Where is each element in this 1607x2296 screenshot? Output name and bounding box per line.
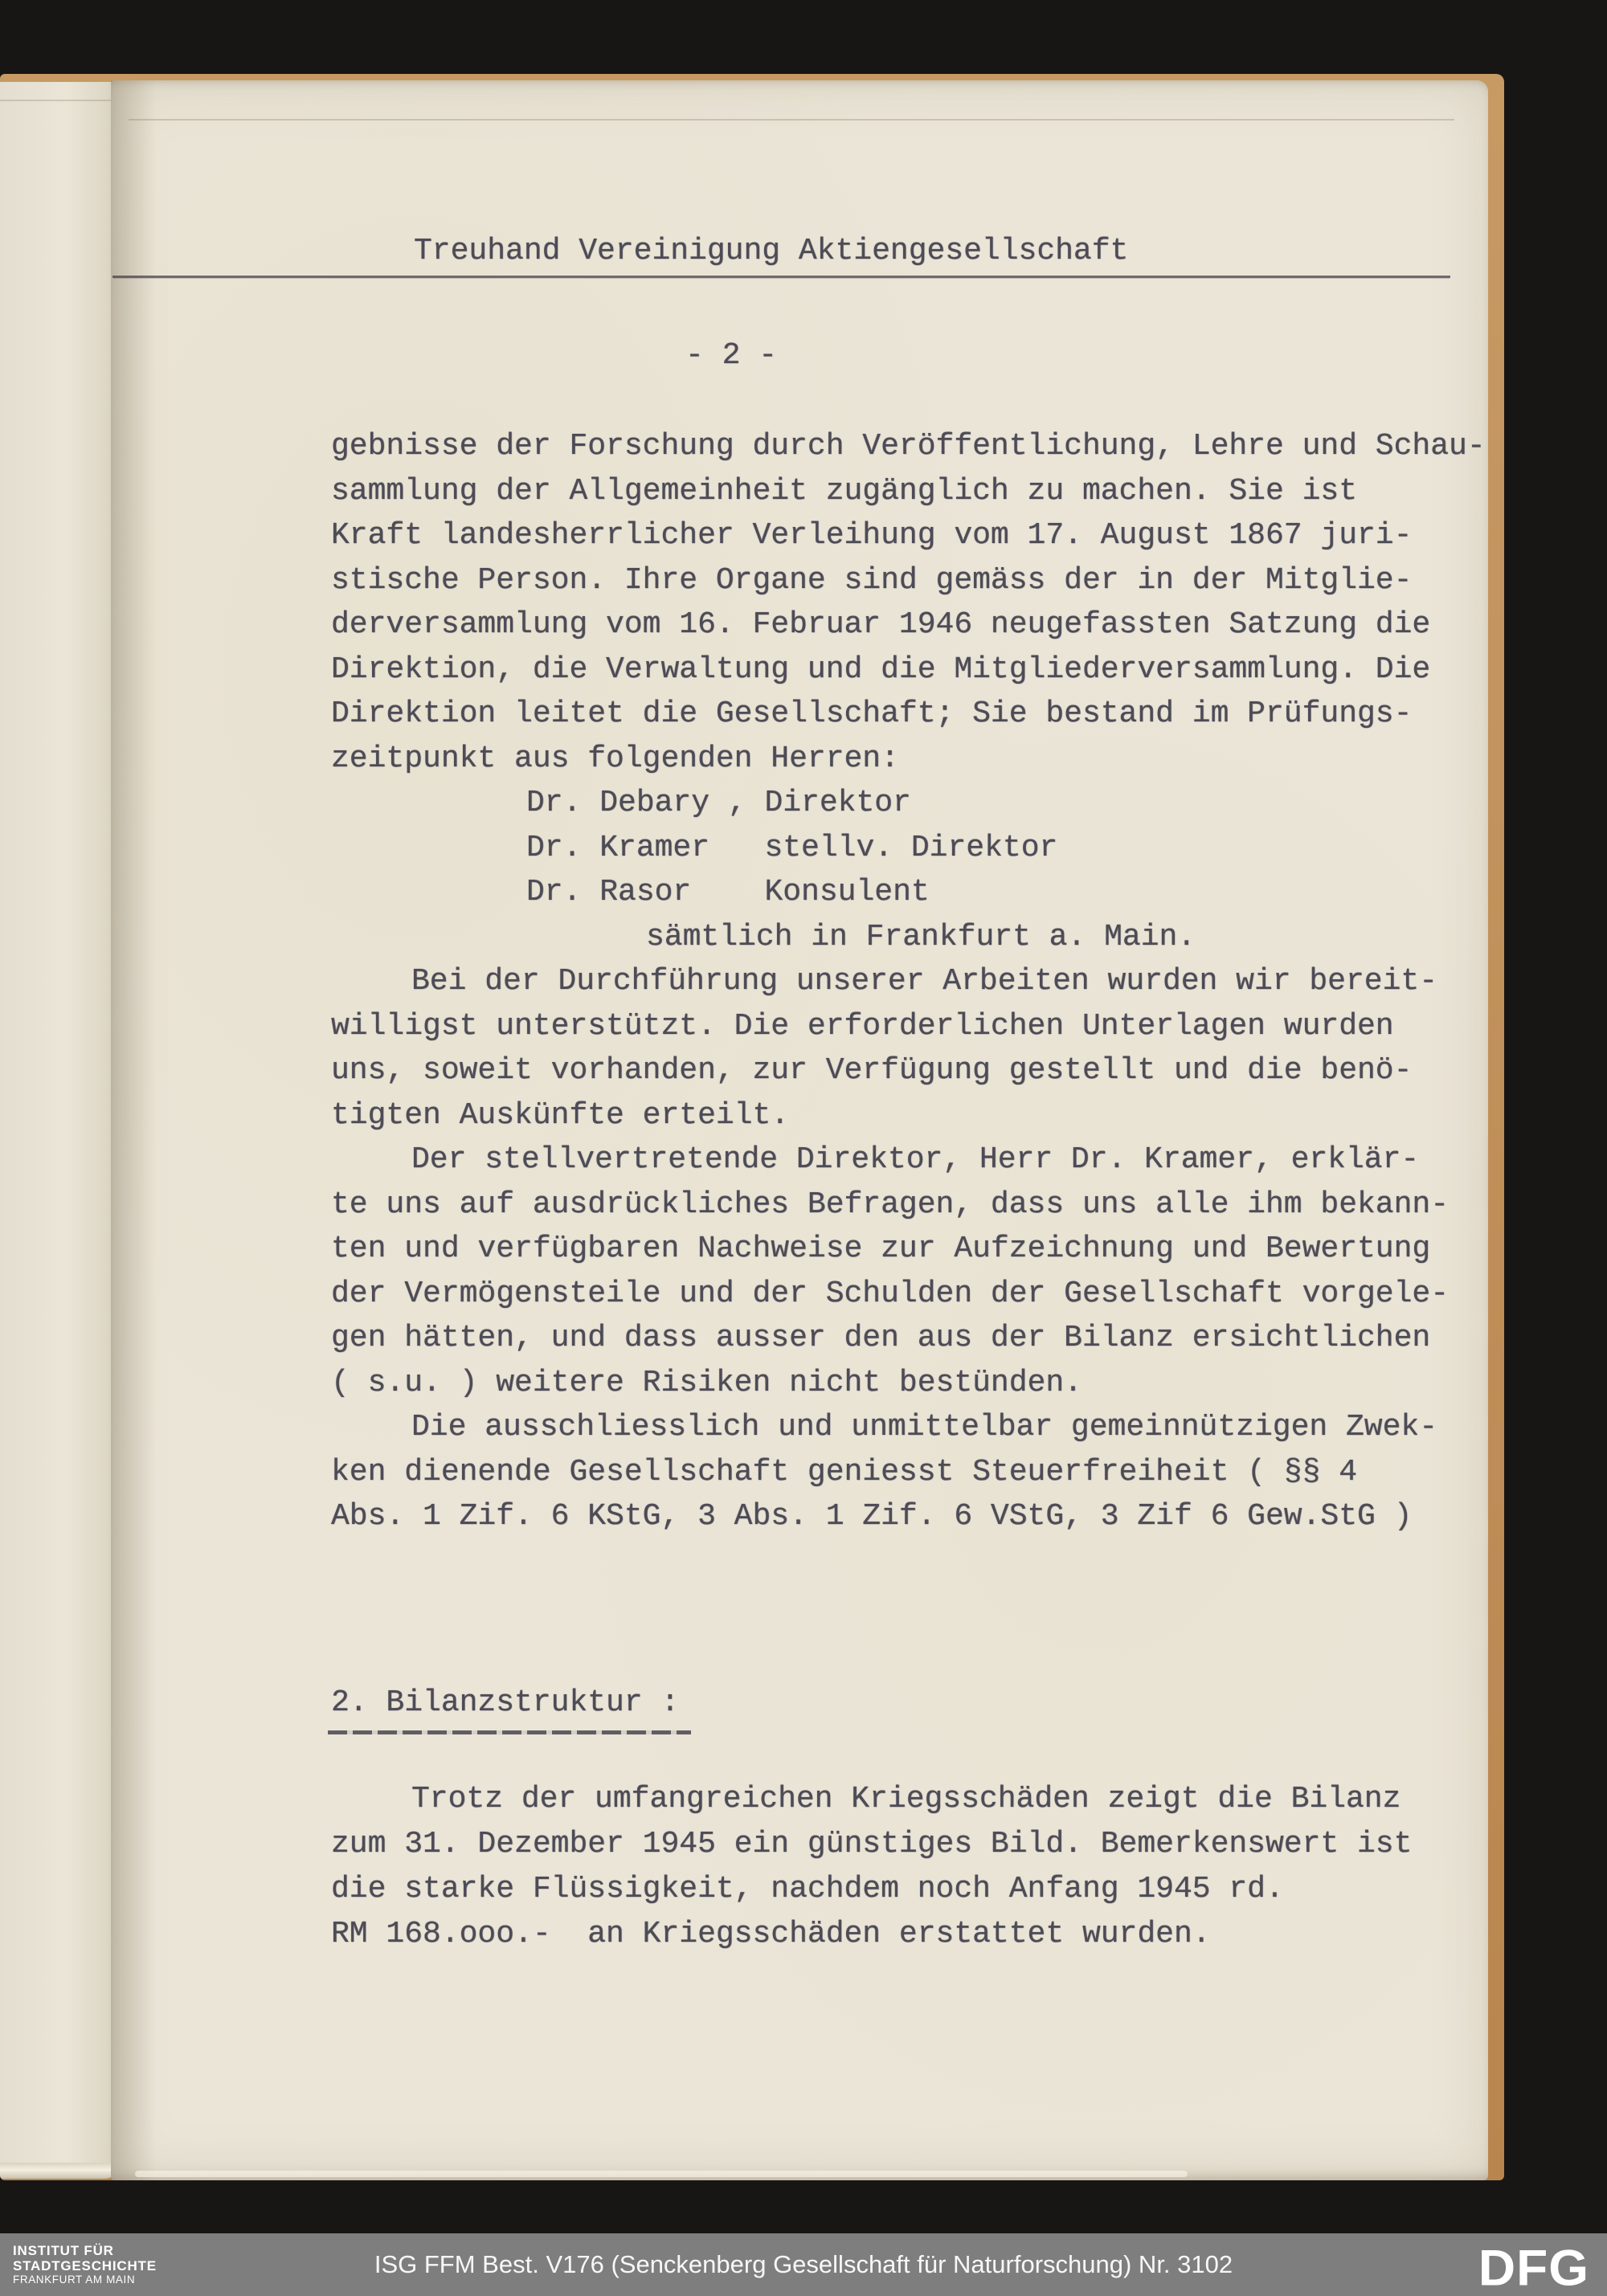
typed-line: ( s.u. ) weitere Risiken nicht bestünden.	[331, 1365, 1082, 1400]
institute-line-2: STADTGESCHICHTE	[13, 2258, 157, 2274]
footer-bar	[0, 2233, 1607, 2296]
page-number: - 2 -	[685, 338, 778, 373]
page-bottom-edge	[135, 2171, 1188, 2177]
letterhead-rule	[112, 276, 1450, 278]
typed-line: gen hätten, und dass ausser den aus der Bilanz ersichtlichen	[331, 1321, 1431, 1355]
typed-line: tigten Auskünfte erteilt.	[331, 1097, 790, 1133]
institute-line-1: INSTITUT FÜR	[13, 2243, 114, 2258]
typed-line: Direktion, die Verwaltung und die Mitgliederversammlung. Die	[331, 652, 1431, 687]
typed-line: derversammlung vom 16. Februar 1946 neugefassten Satzung die	[331, 607, 1431, 642]
typed-line: RM 168.ooo.- an Kriegsschäden erstattet wurden.	[331, 1917, 1211, 1951]
typed-line: Abs. 1 Zif. 6 KStG, 3 Abs. 1 Zif. 6 VStG, 3 Zif 6 Gew.StG )	[331, 1499, 1413, 1534]
section-heading: 2. Bilanzstruktur :	[331, 1685, 680, 1720]
typed-line: zum 31. Dezember 1945 ein günstiges Bild. Bemerkenswert ist	[331, 1827, 1413, 1861]
underlying-page-edge	[129, 119, 1454, 121]
page-edge-line	[0, 100, 116, 101]
typed-line: sammlung der Allgemeinheit zugänglich zu machen. Sie ist	[331, 473, 1358, 509]
gutter-shadow	[111, 80, 156, 2180]
typed-line: Direktion leitet die Gesellschaft; Sie bestand im Prüfungs-	[331, 697, 1413, 731]
typed-line: ken dienende Gesellschaft geniesst Steuerfreiheit ( §§ 4	[331, 1454, 1358, 1489]
section-paragraph	[331, 1777, 1412, 1957]
typed-line: die starke Flüssigkeit, nachdem noch Anfang 1945 rd.	[331, 1872, 1284, 1906]
dfg-logo: DFG	[1478, 2239, 1589, 2296]
typed-line: zeitpunkt aus folgenden Herren:	[331, 741, 899, 776]
typed-line: ten und verfügbaren Nachweise zur Aufzeichnung und Bewertung	[331, 1232, 1431, 1266]
typed-line: Die ausschliesslich und unmittelbar gemeinnützigen Zwek-	[411, 1410, 1438, 1444]
body-text	[331, 424, 1486, 1539]
letterhead: Treuhand Vereinigung Aktiengesellschaft	[414, 234, 1129, 268]
typed-line: Bei der Durchführung unserer Arbeiten wurden wir bereit-	[411, 964, 1438, 999]
typed-line: stische Person. Ihre Organe sind gemäss der in der Mitglie-	[331, 562, 1413, 598]
typed-line: der Vermögensteile und der Schulden der Gesellschaft vorgele-	[331, 1276, 1450, 1311]
typed-line: willigst unterstützt. Die erforderlichen Unterlagen wurden	[331, 1008, 1394, 1044]
typed-line: Dr. Rasor Konsulent	[526, 875, 930, 909]
typed-line: uns, soweit vorhanden, zur Verfügung gestellt und die benö-	[331, 1053, 1413, 1088]
left-page-stack	[0, 82, 121, 2179]
typed-line: Kraft landesherrlicher Verleihung vom 17. August 1867 juri-	[331, 518, 1413, 553]
typed-line: Dr. Kramer stellv. Direktor	[526, 830, 1058, 865]
section-heading-underline	[328, 1730, 691, 1734]
typed-line: sämtlich in Frankfurt a. Main.	[646, 919, 1196, 954]
typed-line: Dr. Debary , Direktor	[526, 786, 911, 820]
page-stack-bottom-edge	[0, 2163, 121, 2179]
typed-line: Trotz der umfangreichen Kriegsschäden zeigt die Bilanz	[411, 1782, 1401, 1816]
typed-line: Der stellvertretende Direktor, Herr Dr. Kramer, erklär-	[411, 1142, 1420, 1177]
typed-line: gebnisse der Forschung durch Veröffentlichung, Lehre und Schau-	[331, 429, 1486, 464]
typed-line: te uns auf ausdrückliches Befragen, dass uns alle ihm bekann-	[331, 1187, 1450, 1222]
institute-line-3: FRANKFURT AM MAIN	[13, 2274, 136, 2286]
archive-caption: ISG FFM Best. V176 (Senckenberg Gesellschaft für Naturforschung) Nr. 3102	[374, 2250, 1233, 2278]
